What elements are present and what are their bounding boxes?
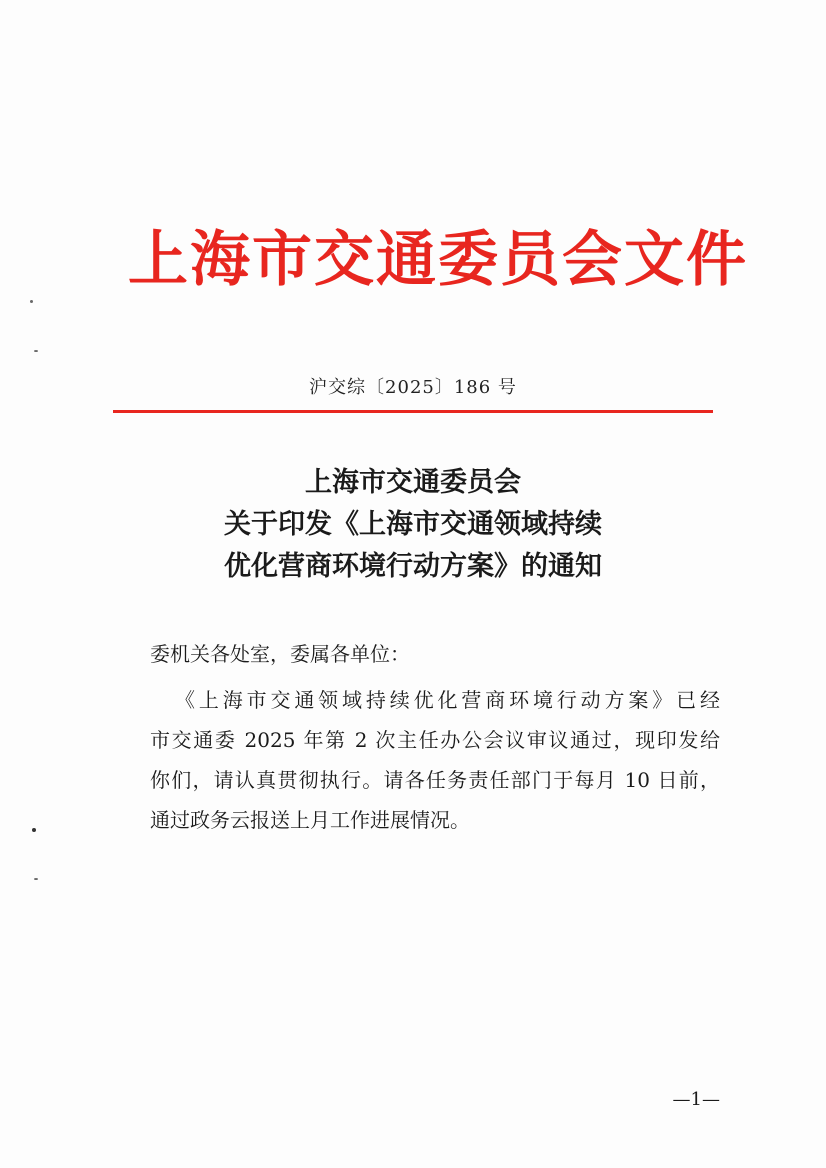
red-separator-rule <box>113 410 713 413</box>
document-number: 沪交综〔2025〕186 号 <box>309 377 517 398</box>
body-line: 市交通委 2025 年第 2 次主任办公会议审议通过，现印发给 <box>150 728 720 752</box>
notice-title-line: 关于印发《上海市交通领域持续 <box>224 509 602 540</box>
scan-speck <box>34 878 38 880</box>
body-line: 你们，请认真贯彻执行。请各任务责任部门于每月 10 日前， <box>150 768 720 792</box>
notice-body <box>150 680 720 840</box>
scan-speck <box>34 350 38 352</box>
scan-speck <box>30 300 33 303</box>
notice-title-line: 优化营商环境行动方案》的通知 <box>224 551 602 582</box>
notice-title <box>113 462 713 588</box>
body-line: 通过政务云报送上月工作进展情况。 <box>150 808 470 832</box>
issuing-authority-header: 上海市交通委员会文件 <box>128 225 748 295</box>
scan-speck <box>32 828 36 832</box>
recipient-salutation: 委机关各处室，委属各单位： <box>150 642 410 666</box>
body-line: 《上海市交通领域持续优化营商环境行动方案》已经 <box>175 688 720 712</box>
notice-title-line: 上海市交通委员会 <box>305 467 521 498</box>
page-number: —1— <box>672 1089 720 1110</box>
